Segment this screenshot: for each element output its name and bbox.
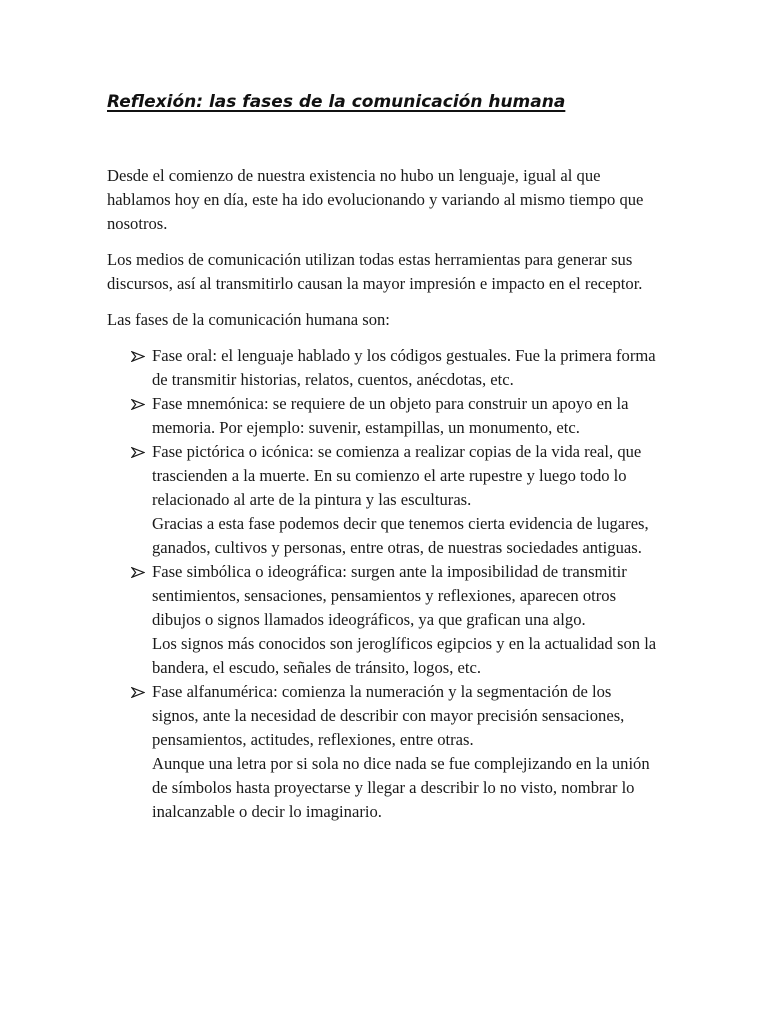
phase-item-pictorica bbox=[107, 440, 662, 560]
arrowhead-bullet-icon bbox=[131, 567, 145, 578]
arrowhead-bullet-icon bbox=[131, 351, 145, 362]
phase-text: Fase simbólica o ideográfica: surgen ante la imposibilidad de transmitir sentimientos, sensaciones, pensamientos y reflexiones, aparecen otros dibujos o signos llamados ideográficos, ya que grafican una algo. bbox=[152, 562, 627, 629]
paragraph-media: Los medios de comunicación utilizan todas estas herramientas para generar sus discursos, así al transmitirlo causan la mayor impresión e impacto en el receptor. bbox=[107, 250, 643, 293]
arrowhead-bullet-icon bbox=[131, 687, 145, 698]
phase-extra-text: Los signos más conocidos son jeroglíficos egipcios y en la actualidad son la bandera, el escudo, señales de tránsito, logos, etc. bbox=[152, 634, 657, 677]
phase-text: Fase alfanumérica: comienza la numeración y la segmentación de los signos, ante la necesidad de describir con mayor precisión sensaciones, pensamientos, actitudes, reflexiones, entre otras. bbox=[152, 682, 625, 749]
phase-text: Fase oral: el lenguaje hablado y los códigos gestuales. Fue la primera forma de transmitir historias, relatos, cuentos, anécdotas, etc. bbox=[152, 346, 656, 389]
phase-item-simbolica bbox=[107, 560, 662, 680]
arrowhead-bullet-icon bbox=[131, 447, 145, 458]
phase-item-mnemonica bbox=[107, 392, 662, 440]
phases-list bbox=[107, 344, 662, 824]
paragraph-intro: Desde el comienzo de nuestra existencia no hubo un lenguaje, igual al que hablamos hoy en día, este ha ido evolucionando y variando al mismo tiempo que nosotros. bbox=[107, 166, 644, 233]
document-title: Reflexión: las fases de la comunicación humana bbox=[107, 92, 566, 112]
phase-extra-text: Gracias a esta fase podemos decir que tenemos cierta evidencia de lugares, ganados, cultivos y personas, entre otras, de nuestras sociedades antiguas. bbox=[152, 514, 649, 557]
document-body bbox=[107, 164, 662, 824]
phase-extra-text: Aunque una letra por si sola no dice nada se fue complejizando en la unión de símbolos hasta proyectarse y llegar a describir lo no visto, nombrar lo inalcanzable o decir lo imaginario. bbox=[152, 754, 650, 821]
arrowhead-bullet-icon bbox=[131, 399, 145, 410]
phase-item-oral bbox=[107, 344, 662, 392]
phase-item-alfanumerica bbox=[107, 680, 662, 824]
phase-text: Fase pictórica o icónica: se comienza a realizar copias de la vida real, que trascienden a la muerte. En su comienzo el arte rupestre y luego todo lo relacionado al arte de la pintura y las esculturas. bbox=[152, 442, 642, 509]
paragraph-phases-intro: Las fases de la comunicación humana son: bbox=[107, 310, 390, 329]
phase-text: Fase mnemónica: se requiere de un objeto para construir un apoyo en la memoria. Por ejemplo: suvenir, estampillas, un monumento, etc. bbox=[152, 394, 629, 437]
